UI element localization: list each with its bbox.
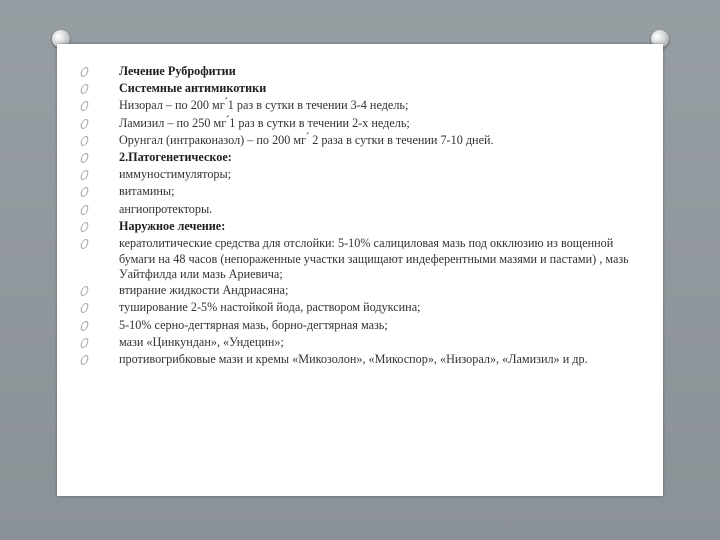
bullet-icon bbox=[79, 205, 89, 215]
list-item: Лечение Руброфитии bbox=[81, 64, 641, 81]
bullet-icon bbox=[79, 170, 89, 180]
list-item: туширование 2-5% настойкой йода, раствором йодуксина; bbox=[81, 300, 641, 317]
list-item: Орунгал (интраконазол) – по 200 мг ́ 2 раза в сутки в течении 7-10 дней. bbox=[81, 133, 641, 150]
list-item: иммуностимуляторы; bbox=[81, 167, 641, 184]
bullet-icon bbox=[79, 84, 89, 94]
list-item: ангиопротекторы. bbox=[81, 202, 641, 219]
bullet-icon bbox=[79, 303, 89, 313]
bullet-icon bbox=[79, 239, 89, 249]
bullet-icon bbox=[79, 321, 89, 331]
list-item: Системные антимикотики bbox=[81, 81, 641, 98]
bullet-icon bbox=[79, 136, 89, 146]
bullet-icon bbox=[79, 286, 89, 296]
list-item: 5-10% серно-дегтярная мазь, борно-дегтярная мазь; bbox=[81, 318, 641, 335]
bullet-icon bbox=[79, 338, 89, 348]
bullet-icon bbox=[79, 101, 89, 111]
list-item: кератолитические средства для отслойки: 5-10% салициловая мазь под окклюзию из вощенной бумаги на 48 часов (непораженные участки защищают индеферентными мазями и пастами) , мазь Уайтфилда или мазь Ариевича; bbox=[81, 236, 641, 283]
bullet-icon bbox=[79, 119, 89, 129]
list-item: 2.Патогенетическое: bbox=[81, 150, 641, 167]
bullet-icon bbox=[79, 355, 89, 365]
bullet-list bbox=[81, 64, 641, 369]
bullet-icon bbox=[79, 222, 89, 232]
list-item: Ламизил – по 250 мг ́1 раз в сутки в течении 2-х недель; bbox=[81, 116, 641, 133]
bullet-icon bbox=[79, 153, 89, 163]
bullet-icon bbox=[79, 187, 89, 197]
bullet-icon bbox=[79, 67, 89, 77]
list-item: Наружное лечение: bbox=[81, 219, 641, 236]
list-item: противогрибковые мази и кремы «Микозолон», «Микоспор», «Низорал», «Ламизил» и др. bbox=[81, 352, 641, 369]
list-item: витамины; bbox=[81, 184, 641, 201]
list-item: втирание жидкости Андриасяна; bbox=[81, 283, 641, 300]
list-item: Низорал – по 200 мг ́1 раз в сутки в течении 3-4 недель; bbox=[81, 98, 641, 115]
slide-content bbox=[57, 44, 663, 496]
list-item: мази «Цинкундан», «Ундецин»; bbox=[81, 335, 641, 352]
slide-page bbox=[57, 44, 663, 496]
